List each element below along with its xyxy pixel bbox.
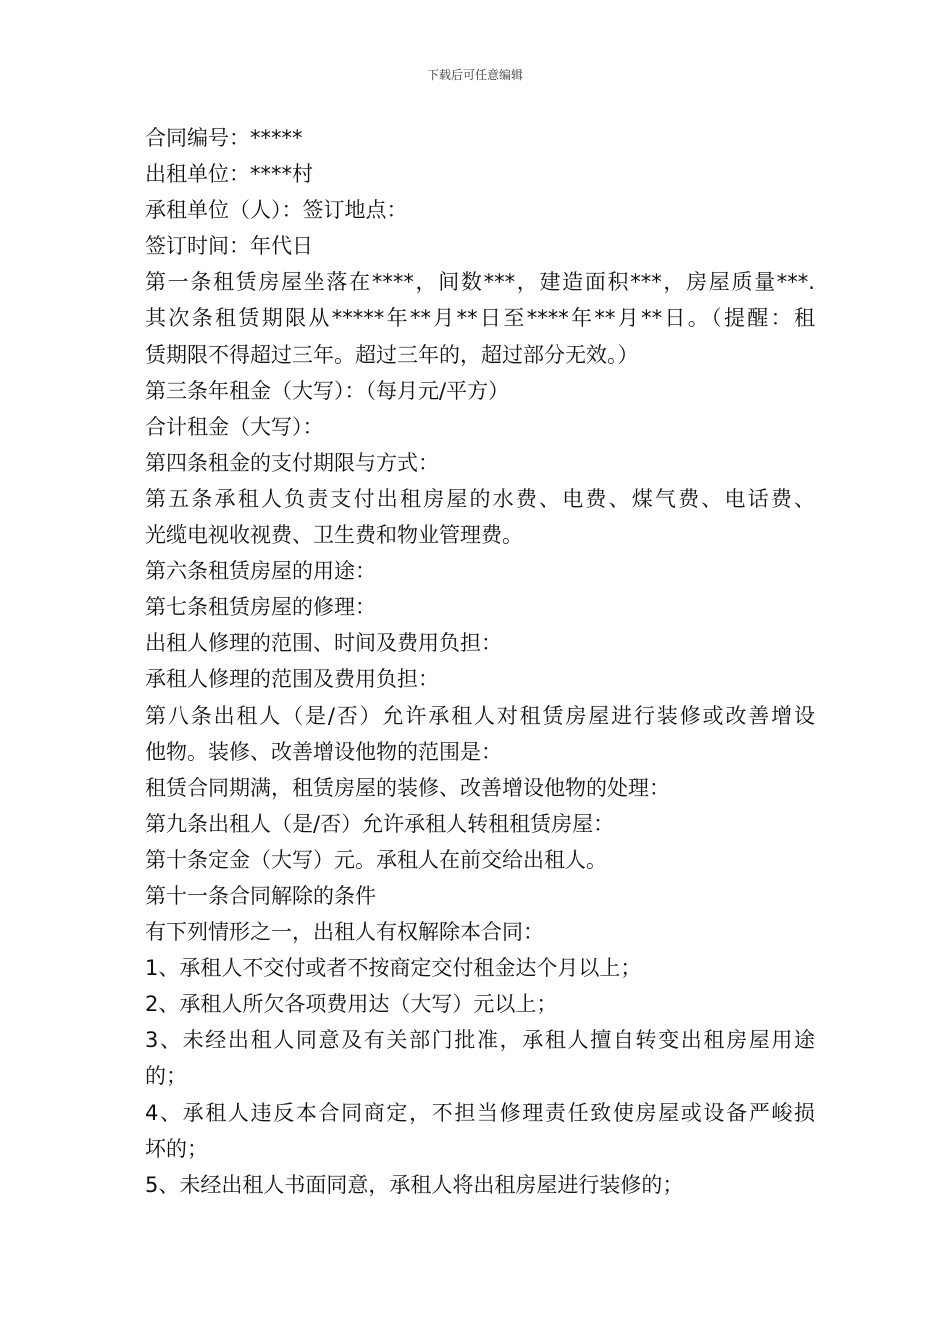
article-2-line-1: 其次条租赁期限从*****年**月**日至****年**月**日。（提醒：租 — [145, 306, 815, 331]
lease-expiry-line: 租赁合同期满，租赁房屋的装修、改善增设他物的处理： — [145, 775, 670, 800]
clause-4-line-1: 4、承租人违反本合同商定，不担当修理责任致使房屋或设备严峻损 — [145, 1100, 815, 1125]
clause-4-line-2: 坏的； — [145, 1136, 208, 1161]
article-10-line: 第十条定金（大写）元。承租人在前交给出租人。 — [145, 847, 607, 872]
clause-5-line: 5、未经出租人书面同意，承租人将出租房屋进行装修的； — [145, 1172, 684, 1197]
article-8-line-1: 第八条出租人（是/否）允许承租人对租赁房屋进行装修或改善增设 — [145, 703, 815, 728]
header-note: 下载后可任意编辑 — [426, 68, 523, 82]
article-1-line: 第一条租赁房屋坐落在****，间数***，建造面积***，房屋质量***. — [145, 270, 815, 295]
article-5-line-2: 光缆电视收视费、卫生费和物业管理费。 — [145, 523, 523, 548]
article-11-line: 第十一条合同解除的条件 — [145, 883, 376, 908]
article-4-line: 第四条租金的支付期限与方式： — [145, 450, 439, 475]
total-rent-line: 合计租金（大写）： — [145, 414, 324, 439]
article-8-line-2: 他物。装修、改善增设他物的范围是： — [145, 739, 502, 764]
termination-intro-line: 有下列情形之一，出租人有权解除本合同： — [145, 920, 544, 945]
article-9-line: 第九条出租人（是/否）允许承租人转租租赁房屋： — [145, 811, 615, 836]
article-7-line: 第七条租赁房屋的修理： — [145, 595, 376, 620]
article-5-line-1: 第五条承租人负责支付出租房屋的水费、电费、煤气费、电话费、 — [145, 486, 815, 511]
lessee-repair-line: 承租人修理的范围及费用负担： — [145, 667, 439, 692]
article-3-line: 第三条年租金（大写）：（每月元/平方） — [145, 378, 510, 403]
lessor-repair-line: 出租人修理的范围、时间及费用负担： — [145, 631, 502, 656]
contract-body — [145, 120, 815, 1203]
lessor-line: 出租单位：****村 — [145, 162, 313, 187]
clause-3-line-2: 的； — [145, 1064, 187, 1089]
clause-3-line-1: 3、未经出租人同意及有关部门批准，承租人擅自转变出租房屋用途 — [145, 1028, 815, 1053]
article-6-line: 第六条租赁房屋的用途： — [145, 559, 376, 584]
article-2-line-2: 赁期限不得超过三年。超过三年的，超过部分无效。） — [145, 342, 639, 367]
clause-2-line: 2、承租人所欠各项费用达（大写）元以上； — [145, 992, 558, 1017]
signing-time-line: 签订时间：年代日 — [145, 234, 313, 259]
contract-number-line: 合同编号：***** — [145, 126, 303, 150]
lessee-line: 承租单位（人）：签订地点： — [145, 198, 408, 223]
clause-1-line: 1、承租人不交付或者不按商定交付租金达个月以上； — [145, 956, 642, 981]
